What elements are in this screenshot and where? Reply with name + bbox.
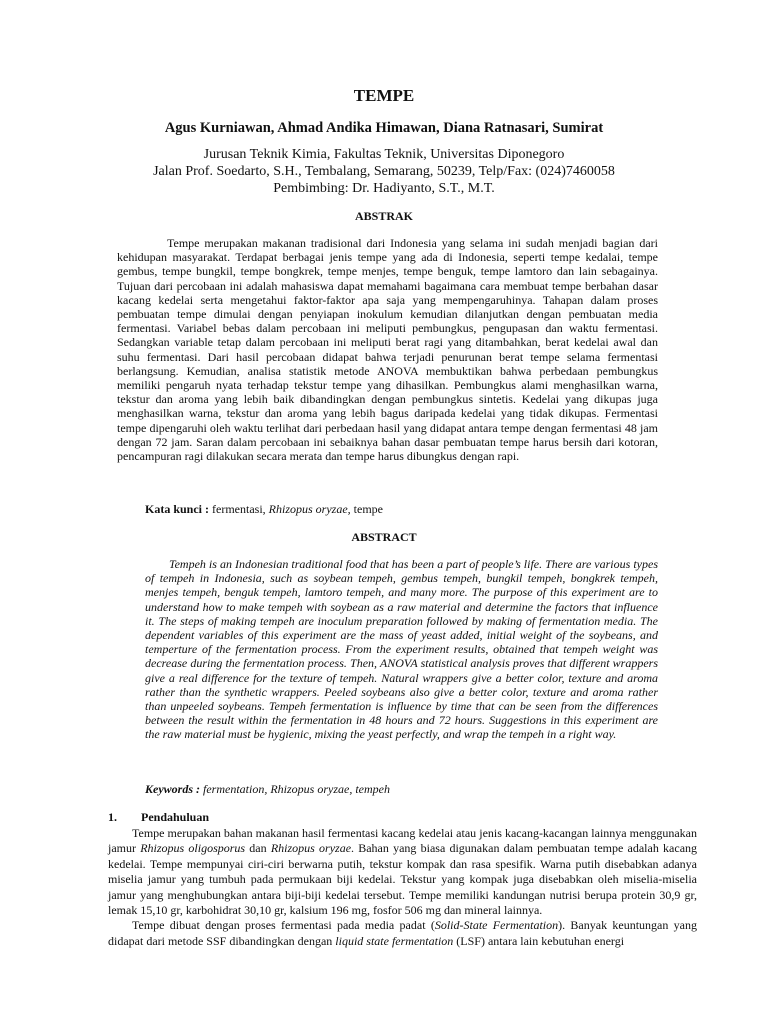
term-italic: Solid-State Fermentation (434, 918, 559, 933)
text-run: Tempe merupakan bahan makanan hasil fermentasi kacang kedelai atau jenis kacang-kacangan lainnya menggunakan jamur (108, 826, 697, 856)
text-run: dan (245, 841, 271, 856)
abstrak-body (117, 236, 658, 463)
section-heading (108, 810, 209, 825)
section-title: Pendahuluan (141, 810, 210, 824)
paper-title: TEMPE (353, 86, 415, 105)
address-line: Jalan Prof. Soedarto, S.H., Tembalang, Semarang, 50239, Telp/Fax: (024)7460058 (153, 164, 615, 179)
abstrak-keywords-label: Kata kunci : (145, 502, 210, 516)
abstrak-keywords-tail: tempe (350, 502, 383, 516)
abstract-keywords-text: fermentation, Rhizopus oryzae, tempeh (200, 782, 390, 796)
text-run: ). Banyak keuntungan yang didapat dari metode SSF dibandingkan dengan (108, 918, 698, 948)
abstract-paragraph: Tempeh is an Indonesian traditional food that has been a part of people’s life. There are various types of tempeh in Indonesia, such as soybean tempeh, gembus tempeh, bungkil tempeh, bongkrek tempeh, menjes tempeh, benguk tempeh, lamtoro tempeh, and many more. The purpose of this experiment are to understand how to make tempeh with soybean as a raw material and determine the factors that influence it. The steps of making tempeh are inoculum preparation followed by making of fermentation media. The dependent variables of this experiment are the mass of yeast added, initial weight of the soybeans, and temperture of the fermentation process. From the experiment results, obtained that tempeh weight was decrease during the fermentation process. Then, ANOVA statistical analysis proves that different wrappers give a real difference for the texture of tempeh. Natural wrappers give a better color, texture and aroma rather than the synthetic wrappers. Peeled soybeans also give a better color, texture and aroma rather than unpeeled soybeans. Tempeh fermentation is influence by time that can be seen from the differences between the result within the fermentation in 48 hours and 72 hours. Suggestions in this experiment are the raw material must be hygienic, mixing the yeast perfectly, and wrap the tempeh in a right way. (145, 557, 658, 742)
section-number: 1. (108, 810, 117, 824)
text-run: (LSF) antara lain kebutuhan energi (453, 933, 625, 948)
section-paragraph-2 (108, 918, 697, 949)
section-paragraph-1 (108, 826, 697, 918)
abstract-body (145, 557, 658, 742)
supervisor-line: Pembimbing: Dr. Hadiyanto, S.T., M.T. (273, 181, 495, 196)
abstrak-keywords-text: fermentasi, (209, 502, 269, 516)
affiliation-block (0, 146, 768, 197)
section-body (108, 826, 697, 949)
species-name: Rhizopus oryzae (270, 841, 352, 856)
term-italic: liquid state fermentation (335, 933, 454, 948)
species-name: Rhizopus oligosporus (140, 841, 246, 856)
abstrak-heading: ABSTRAK (354, 209, 413, 223)
abstract-heading: ABSTRACT (351, 530, 417, 544)
affiliation-line: Jurusan Teknik Kimia, Fakultas Teknik, Universitas Diponegoro (203, 147, 565, 162)
text-run: Tempe dibuat dengan proses fermentasi pada media padat ( (132, 918, 435, 933)
paper-authors: Agus Kurniawan, Ahmad Andika Himawan, Diana Ratnasari, Sumirat (164, 120, 604, 136)
abstrak-keywords-italic: Rhizopus oryzae, (268, 502, 351, 516)
abstrak-paragraph: Tempe merupakan makanan tradisional dari Indonesia yang selama ini sudah menjadi bagian dari kehidupan masyarakat. Terdapat berbagai jenis tempe yang ada di Indonesia, seperti tempe kedalai, tempe gembus, tempe bungkil, tempe bongkrek, tempe menjes, tempe benguk, tempe lamtoro dan lain sebagainya. Tujuan dari percobaan ini adalah mahasiswa dapat memahami bagaimana cara membuat tempe berbahan dasar kacang kedelai serta mengetahui faktor-faktor apa saja yang mempengaruhinya. Tahapan dalam proses pembuatan tempe dimulai dengan penyiapan inokulum kemudian dilanjutkan dengan pembuatan media fermentasi. Variabel bebas dalam percobaan ini meliputi pembungkus, pengupasan dan waktu fermentasi. Sedangkan variable tetap dalam percobaan ini meliputi berat ragi yang ditambahkan, berat kedelai awal dan suhu fermentasi. Dari hasil percobaan didapat bahwa terjadi penurunan berat tempe selama fermentasi berlangsung. Kemudian, analisa statistik metode ANOVA membuktikan bahwa perbedaan pembungkus memiliki pengaruh nyata terhadap tekstur tempe yang dihasilkan. Pembungkus alami menghasilkan warna, tekstur dan aroma yang lebih baik dibandingkan dengan pembungkus sintetis. Kedelai yang dikupas juga menghasilkan warna, tekstur dan aroma yang lebih bagus daripada kedelai yang tidak dikupas. Fermentasi tempe dipengaruhi oleh waktu terlihat dari perbedaan hasil yang didapat antara tempe dengan fermentasi 48 jam dengan 72 jam. Saran dalam percobaan ini sebaiknya bahan dasar pembuatan tempe harus bersih dari kotoran, pencampuran ragi dilakukan secara merata dan tempe harus dibungkus dengan rapi. (117, 236, 658, 464)
text-run: . Bahan yang biasa digunakan dalam pembuatan tempe adalah kacang kedelai. Tempe mempunyai ciri-ciri berwarna putih, tekstur kompak dan rasa spesifik. Warna putih disebabkan adanya miselia jamur yang tumbuh pada permukaan biji kedelai. Tekstur yang kompak juga disebabkan oleh miselia-miselia jamur yang menghubungkan antara biji-biji kedelai tersebut. Tempe memiliki kandungan nutrisi berupa protein 30,9 gr, lemak 15,10 gr, karbohidrat 30,10 gr, kalsium 196 mg, fosfor 506 mg dan mineral lainnya. (108, 841, 698, 918)
abstrak-keywords (145, 502, 665, 517)
abstract-keywords (145, 782, 665, 797)
abstract-keywords-label: Keywords : (145, 782, 200, 796)
